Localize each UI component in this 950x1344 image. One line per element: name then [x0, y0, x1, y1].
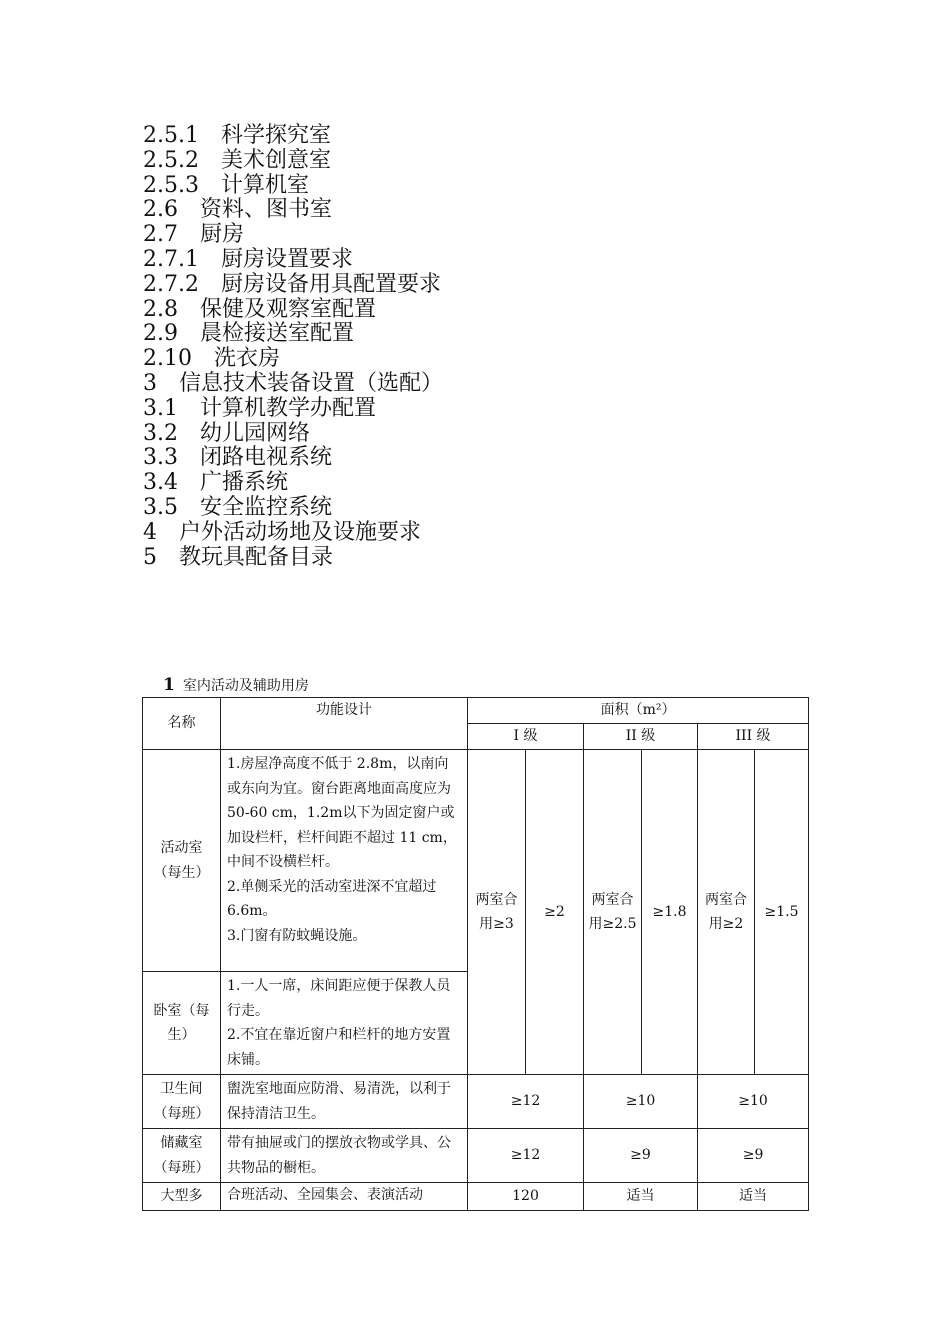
storage-level-1: ≥12 [468, 1129, 584, 1183]
caption-number: 1 [163, 675, 175, 695]
header-area: 面积（m²） [468, 698, 809, 724]
activity-level-3-combined: 两室合用≥2 [698, 750, 755, 1075]
header-level-3: III 级 [698, 724, 809, 750]
toc-entry-number: 4 [143, 519, 157, 545]
toc-entry-number: 2.5.3 [143, 172, 199, 198]
toilet-level-1: ≥12 [468, 1075, 584, 1129]
table-caption [163, 675, 309, 695]
row-activity-design: 1.房屋净高度不低于 2.8m，以南向或东向为宜。窗台距离地面高度应为 50-60 cm，1.2m以下为固定窗户或加设栏杆，栏杆间距不超过 11 cm，中间不设横栏杆。 2.单侧采光的活动室进深不宜超过 6.6m。 3.门窗有防蚊蝇设施。 [221, 750, 468, 972]
toc-entry [143, 174, 443, 199]
header-level-2: II 级 [584, 724, 698, 750]
row-multi-design: 合班活动、全园集会、表演活动 [221, 1183, 468, 1211]
toc-entry-title: 户外活动场地及设施要求 [179, 519, 422, 545]
row-storage-design: 带有抽屉或门的摆放衣物或学具、公共物品的橱柜。 [221, 1129, 468, 1183]
toc-entry-number: 2.7 [143, 222, 178, 248]
toc-entry [143, 322, 443, 347]
toilet-level-3: ≥10 [698, 1075, 809, 1129]
toc-entry-number: 2.5.2 [143, 147, 199, 173]
toc-entry-title: 厨房 [200, 222, 245, 248]
toc-entry-title: 教玩具配备目录 [179, 544, 334, 570]
row-bedroom-name: 卧室（每生） [143, 972, 221, 1075]
toc-entry [143, 521, 443, 546]
header-level-1: I 级 [468, 724, 584, 750]
activity-level-1-separate: ≥2 [526, 750, 584, 1075]
toc-entry [143, 546, 443, 571]
row-toilet-design: 盥洗室地面应防滑、易清洗，以利于保持清洁卫生。 [221, 1075, 468, 1129]
toc-entry-number: 3.1 [143, 395, 178, 421]
toc-entry-title: 计算机教学办配置 [200, 395, 377, 421]
toc-entry [143, 149, 443, 174]
toc-entry-title: 美术创意室 [220, 147, 331, 173]
toc-entry [143, 298, 443, 323]
toc-entry-number: 2.9 [143, 321, 178, 347]
table-of-contents [143, 124, 443, 570]
toc-entry [143, 446, 443, 471]
header-design: 功能设计 [221, 698, 468, 750]
activity-level-2-separate: ≥1.8 [642, 750, 698, 1075]
toc-entry [143, 422, 443, 447]
toc-entry-number: 3.3 [143, 445, 178, 471]
toc-entry-number: 2.10 [143, 346, 192, 372]
row-toilet-name: 卫生间（每班） [143, 1075, 221, 1129]
toc-entry [143, 273, 443, 298]
toc-entry-number: 5 [143, 544, 157, 570]
toc-entry-title: 资料、图书室 [200, 197, 333, 223]
storage-level-3: ≥9 [698, 1129, 809, 1183]
multi-level-3: 适当 [698, 1183, 809, 1211]
toc-entry-number: 3 [143, 370, 157, 396]
toc-entry [143, 198, 443, 223]
caption-text: 室内活动及辅助用房 [182, 678, 309, 694]
toc-entry [143, 124, 443, 149]
multi-level-1: 120 [468, 1183, 584, 1211]
toc-entry [143, 496, 443, 521]
toc-entry-title: 晨检接送室配置 [200, 321, 355, 347]
toc-entry-number: 2.8 [143, 296, 178, 322]
storage-level-2: ≥9 [584, 1129, 698, 1183]
toc-entry-number: 2.5.1 [143, 123, 199, 148]
room-spec-table [142, 697, 809, 1211]
toc-entry [143, 471, 443, 496]
activity-level-1-combined: 两室合用≥3 [468, 750, 526, 1075]
toc-entry-number: 3.5 [143, 494, 178, 520]
toc-entry-title: 计算机室 [220, 172, 309, 198]
activity-level-3-separate: ≥1.5 [755, 750, 809, 1075]
toc-entry-title: 广播系统 [200, 470, 289, 496]
toc-entry-title: 厨房设备用具配置要求 [220, 271, 441, 297]
row-multi-name: 大型多 [143, 1183, 221, 1211]
toc-entry-title: 科学探究室 [220, 123, 331, 148]
toc-entry-number: 2.7.1 [143, 246, 199, 272]
toc-entry [143, 248, 443, 273]
toc-entry-number: 3.2 [143, 420, 178, 446]
toc-entry [143, 347, 443, 372]
toilet-level-2: ≥10 [584, 1075, 698, 1129]
toc-entry-title: 厨房设置要求 [220, 246, 353, 272]
toc-entry-title: 幼儿园网络 [200, 420, 311, 446]
toc-entry [143, 223, 443, 248]
row-bedroom-design: 1.一人一席，床间距应便于保教人员行走。 2.不宜在靠近窗户和栏杆的地方安置床铺。 [221, 972, 468, 1075]
row-activity-name: 活动室（每生） [143, 750, 221, 972]
toc-entry-number: 2.6 [143, 197, 178, 223]
toc-entry-title: 信息技术装备设置（选配） [179, 370, 444, 396]
toc-entry-title: 保健及观察室配置 [200, 296, 377, 322]
multi-level-2: 适当 [584, 1183, 698, 1211]
toc-entry-number: 2.7.2 [143, 271, 199, 297]
toc-entry [143, 397, 443, 422]
header-name: 名称 [143, 698, 221, 750]
toc-entry-title: 闭路电视系统 [200, 445, 333, 471]
activity-level-2-combined: 两室合用≥2.5 [584, 750, 642, 1075]
toc-entry-title: 安全监控系统 [200, 494, 333, 520]
toc-entry [143, 372, 443, 397]
toc-entry-number: 3.4 [143, 470, 178, 496]
row-storage-name: 储藏室（每班） [143, 1129, 221, 1183]
toc-entry-title: 洗衣房 [213, 346, 280, 372]
